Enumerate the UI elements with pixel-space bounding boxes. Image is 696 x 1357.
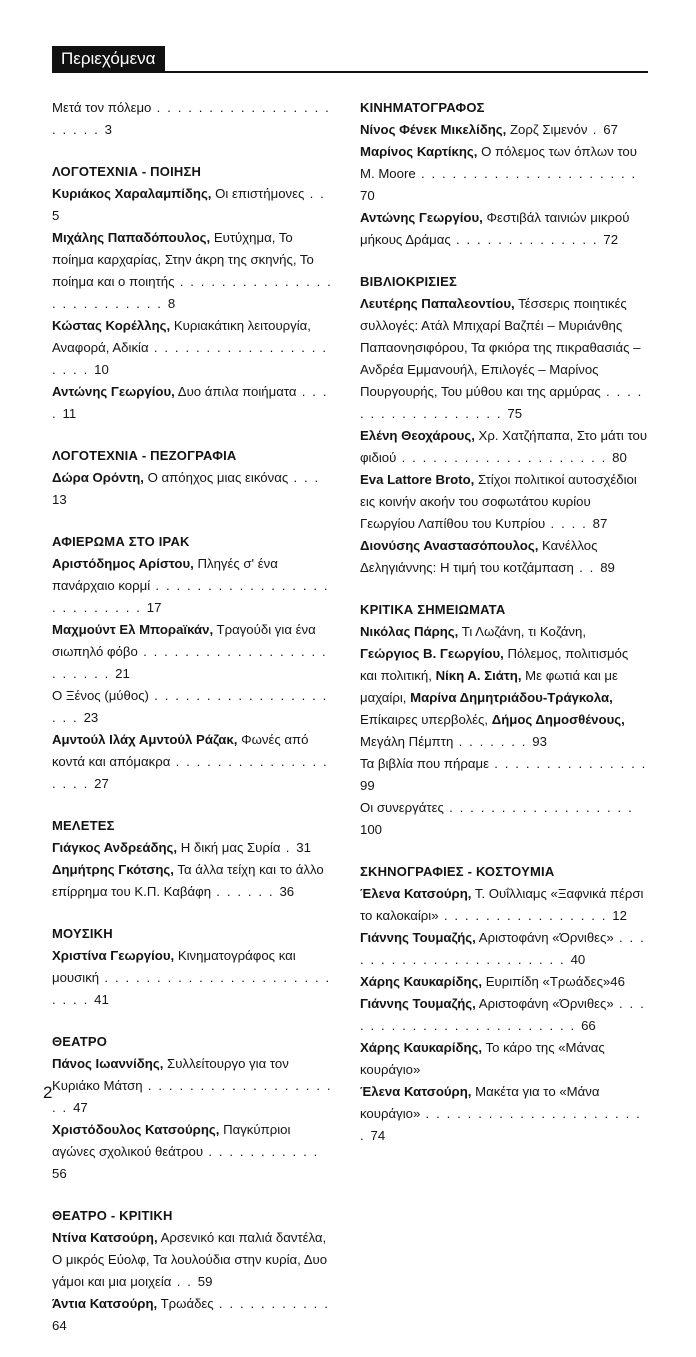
section-heading: ΜΕΛΕΤΕΣ [52, 818, 115, 833]
toc-entry[interactable]: Διονύσης Αναστασόπουλος, Κανέλλος Δεληγιάννης: Η τιμή του κοτζάμπαση . . 89 [360, 538, 615, 575]
toc-entry[interactable]: Μιχάλης Παπαδόπουλος, Ευτύχημα, Το ποίημα καρχαρίας, Στην άκρη της σκηνής, Το ποίημα και ο ποιητής . . . . . . . . . . . . . . . . . . . . . . . . . . 8 [52, 230, 333, 311]
section-prose [52, 445, 337, 511]
toc-entry[interactable]: Γιάννης Τουμαζής, Αριστοφάνη «Όρνιθες» . . . . . . . . . . . . . . . . . . . . . . . . 66 [360, 996, 646, 1033]
toc-entry[interactable]: Αντώνης Γεωργίου, Δυο άπιλα ποιήματα . . . . 11 [52, 384, 329, 421]
section-heading: ΒΙΒΛΙΟΚΡΙΣΙΕΣ [360, 274, 457, 289]
page-ref: 89 [600, 560, 615, 575]
page-ref: 47 [73, 1100, 88, 1115]
toc-entry[interactable]: Αριστόδημος Αρίστου, Πληγές σ' ένα πανάρχαιο κορμί . . . . . . . . . . . . . . . . . . . . . . . . . . 17 [52, 556, 330, 615]
toc-entry[interactable]: Μαχμούντ Ελ Μπορaϊκάν, Τραγούδι για ένα σιωπηλό φόβο . . . . . . . . . . . . . . . . . . . . . . . . 21 [52, 622, 328, 681]
toc-entry[interactable]: Μετά τον πόλεμο . . . . . . . . . . . . . . . . . . . . . . 3 [52, 100, 331, 137]
page-ref: 99 [360, 778, 375, 793]
section-critical-notes [360, 599, 648, 841]
section-heading: ΜΟΥΣΙΚΗ [52, 926, 113, 941]
section-heading: ΘΕΑΤΡΟ [52, 1034, 108, 1049]
toc-entry[interactable]: Αμντούλ Ιλάχ Αμντούλ Ράζακ, Φωνές από κοντά και απόμακρα . . . . . . . . . . . . . . . . . . . 27 [52, 732, 329, 791]
section-heading: ΑΦΙΕΡΩΜΑ ΣΤΟ ΙΡΑΚ [52, 534, 190, 549]
section-studies [52, 815, 337, 903]
page-ref: 75 [507, 406, 523, 421]
toc-entry[interactable]: Έλενα Κατσούρη, Μακέτα για το «Μάνα κουράγιο» . . . . . . . . . . . . . . . . . . . . . . 74 [360, 1084, 642, 1143]
toc-entry[interactable]: Δώρα Ορόντη, Ο απόηχος μιας εικόνας . . . 13 [52, 470, 320, 507]
section-heading: ΚΙΝΗΜΑΤΟΓΡΑΦΟΣ [360, 100, 485, 115]
page-ref: 56 [52, 1166, 67, 1181]
page-ref: 27 [94, 776, 109, 791]
toc-entry[interactable]: Νίνος Φένεκ Μικελίδης, Ζορζ Σιμενόν . 67 [360, 122, 618, 137]
page-ref: 66 [581, 1018, 596, 1033]
toc-entry[interactable]: Χάρης Καυκαρίδης, Ευριπίδη «Τρωάδες»46 [360, 974, 625, 989]
page-number: 2 [43, 1083, 53, 1102]
page-ref: 36 [279, 884, 295, 899]
page-ref: 74 [370, 1128, 386, 1143]
page-ref: 11 [62, 406, 77, 421]
section-iraq [52, 531, 337, 795]
page-ref: 64 [52, 1318, 67, 1333]
page-ref: 40 [570, 952, 586, 967]
section-heading: ΘΕΑΤΡΟ - ΚΡΙΤΙΚΗ [52, 1208, 173, 1223]
toc-right-column [360, 97, 648, 1167]
page-ref: 100 [360, 822, 383, 837]
toc-left-column [52, 97, 337, 1357]
page-ref: 31 [296, 840, 311, 855]
page-ref: 87 [592, 516, 608, 531]
page-ref: 23 [83, 710, 99, 725]
toc-entry[interactable]: Άντια Κατσούρη, Τρωάδες . . . . . . . . . . . 64 [52, 1296, 330, 1333]
toc-entry[interactable]: Αντώνης Γεωργίου, Φεστιβάλ ταινιών μικρού μήκους Δράμας . . . . . . . . . . . . . . 72 [360, 210, 630, 247]
section-heading: ΚΡΙΤΙΚΑ ΣΗΜΕΙΩΜΑΤΑ [360, 602, 506, 617]
page-ref: 93 [532, 734, 547, 749]
section-reviews [360, 271, 648, 579]
page-ref: 80 [612, 450, 627, 465]
toc-entry[interactable]: Χριστίνα Γεωργίου, Κινηματογράφος και μουσική . . . . . . . . . . . . . . . . . . . . . . . . . . 41 [52, 948, 331, 1007]
page-ref: 3 [104, 122, 112, 137]
toc-entry[interactable]: Ο Ξένος (μύθος) . . . . . . . . . . . . . . . . . . . . 23 [52, 688, 328, 725]
contents-header: Περιεχόμενα [52, 46, 165, 72]
toc-entry[interactable]: Δημήτρης Γκότσης, Τα άλλα τείχη και το άλλο επίρρημα του Κ.Π. Καβάφη . . . . . . 36 [52, 862, 324, 899]
toc-entry[interactable]: Γιάννης Τουμαζής, Αριστοφάνη «Όρνιθες» . . . . . . . . . . . . . . . . . . . . . . . 40 [360, 930, 646, 967]
page-ref: 21 [115, 666, 130, 681]
page-ref: 13 [52, 492, 67, 507]
section-theatre [52, 1031, 337, 1185]
page-ref: 67 [603, 122, 618, 137]
page-ref: 8 [167, 296, 176, 311]
page-ref: 59 [197, 1274, 213, 1289]
toc-entry[interactable]: Χάρης Καυκαρίδης, Το κάρο της «Μάνας κουράγιο» [360, 1040, 605, 1077]
page-ref: 41 [94, 992, 109, 1007]
section-heading: ΛΟΓΟΤΕΧΝΙΑ - ΠΟΙΗΣΗ [52, 164, 202, 179]
section-heading: ΛΟΓΟΤΕΧΝΙΑ - ΠΕΖΟΓΡΑΦΙΑ [52, 448, 237, 463]
toc-entry[interactable]: Κώστας Κορέλλης, Κυριακάτικη λειτουργία, Αναφορά, Αδικία . . . . . . . . . . . . . . . . . . . . . 10 [52, 318, 328, 377]
toc-entry[interactable]: Ντίνα Κατσούρη, Αρσενικό και παλιά δαντέλα, Ο μικρός Εύολφ, Τα λουλούδια στην κυρία, Δυο γάμοι και μια μοιχεία . . 59 [52, 1230, 328, 1289]
section-scenography [360, 861, 648, 1147]
toc-entry[interactable]: Τα βιβλία που πήραμε . . . . . . . . . . . . . . . 99 [360, 756, 647, 793]
toc-entry[interactable]: Οι συνεργάτες . . . . . . . . . . . . . . . . . . 100 [360, 800, 634, 837]
page-ref: 46 [610, 974, 625, 989]
toc-entry[interactable]: Μαρίνος Καρτίκης, Ο πόλεμος των όπλων του Μ. Moore . . . . . . . . . . . . . . . . . . . . . 70 [360, 144, 637, 203]
toc-entry[interactable]: Λευτέρης Παπαλεοντίου, Τέσσερις ποιητικές συλλογές: Ατάλ Μπιχαρί Βαζπέι – Μυριάνθης Παπαονησιφόρου, Τα φκιόρα της πικραθασιάς – Ανδρέα Εμμανουήλ, Επιλογές – Μαρίνος Πουργουρής, Του μύθου και της αρμύρας . . . . . . . . . . . . . . . . . . 75 [360, 296, 643, 421]
section-cinema [360, 97, 648, 251]
toc-entry[interactable]: Χριστόδουλος Κατσούρης, Παγκύπριοι αγώνες σχολικού θεάτρου . . . . . . . . . . . 56 [52, 1122, 319, 1181]
section-heading: ΣΚΗΝΟΓΡΑΦΙΕΣ - ΚΟΣΤΟΥΜΙΑ [360, 864, 555, 879]
section-poetry [52, 161, 337, 425]
page-ref: 17 [146, 600, 162, 615]
page-ref: 5 [52, 208, 60, 223]
toc-entry[interactable]: Νικόλας Πάρης, Τι Λωζάνη, τι Κοζάνη, Γεώργιος Β. Γεωργίου, Πόλεμος, πολιτισμός και πολιτική, Νίκη Α. Σιάτη, Με φωτιά και με μαχαίρι, Μαρίνα Δημητριάδου-Τράγκολα, Επίκαιρες υπερβολές, Δήμος Δημοσθένους, Μεγάλη Πέμπτη . . . . . . . 93 [360, 624, 629, 749]
section-theatre-critique [52, 1205, 337, 1337]
toc-entry[interactable]: Ελένη Θεοχάρους, Χρ. Χατζήπαπα, Στο μάτι του φιδιού . . . . . . . . . . . . . . . . . . . . 80 [360, 428, 648, 465]
page-ref: 12 [612, 908, 627, 923]
toc-entry[interactable]: Κυριάκος Χαραλαμπίδης, Οι επιστήμονες . . 5 [52, 186, 326, 223]
toc-entry[interactable]: Έλενα Κατσούρη, Τ. Ουΐλλιαμς «Ξαφνικά πέρσι το καλοκαίρι» . . . . . . . . . . . . . . . . 12 [360, 886, 644, 923]
page-ref: 10 [94, 362, 109, 377]
page-ref: 70 [360, 188, 375, 203]
page-ref: 72 [603, 232, 619, 247]
section-music [52, 923, 337, 1011]
toc-entry[interactable]: Eva Lattore Broto, Στίχοι πολιτικοί αυτοσχέδιοι εις κοινήν ακοήν του σοφωτάτου κυρίου Γεωργίου Λαπίθου του Κυπρίου . . . . 87 [360, 472, 637, 531]
toc-entry[interactable]: Γιάγκος Ανδρεάδης, Η δική μας Συρία . 31 [52, 840, 311, 855]
toc-entry[interactable]: Πάνος Ιωαννίδης, Συλλείτουργο για τον Κυριάκο Μάτση . . . . . . . . . . . . . . . . . . . . 47 [52, 1056, 333, 1115]
header-rule [52, 71, 648, 73]
